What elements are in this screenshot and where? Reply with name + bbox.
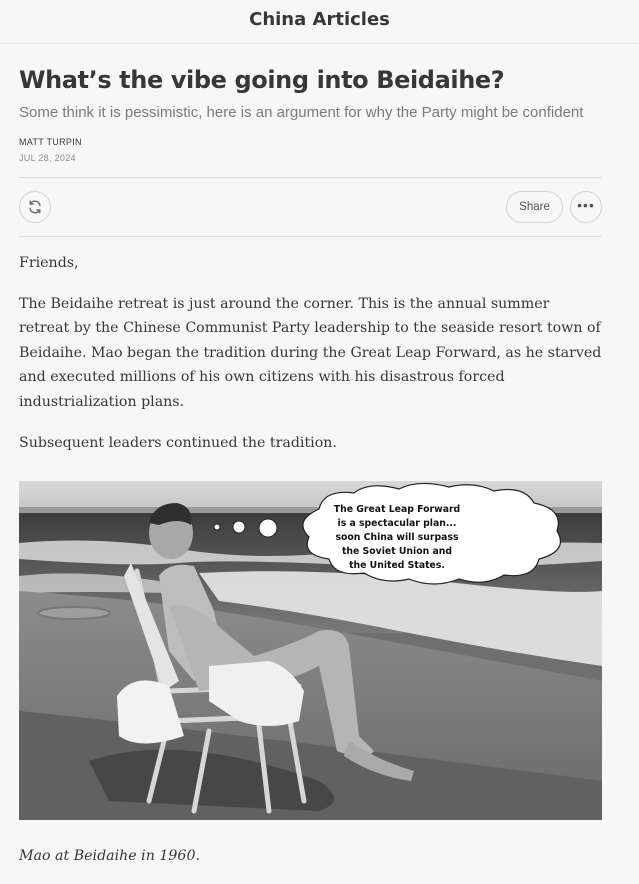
restack-button[interactable] [19, 191, 51, 223]
post-date: JUL 28, 2024 [19, 153, 76, 163]
more-options-button[interactable] [570, 191, 602, 223]
paragraph: Subsequent leaders continued the tradition. [19, 434, 337, 451]
image-caption: Mao at Beidaihe in 1960. [19, 848, 200, 864]
greeting: Friends, [19, 255, 79, 271]
divider [19, 236, 602, 237]
publication-title[interactable]: China Articles [249, 9, 390, 30]
thought-bubble-text: The Great Leap Forward is a spectacular plan... soon China will surpass the Soviet Union and the United States. [333, 504, 461, 571]
paragraph: The Beidaihe retreat is just around the corner. This is the annual summer retreat by the Chinese Communist Party leadership to the seaside resort town of Beidaihe. Mao began the tradition during the Great Leap Forward, as he starved and executed millions of his own citizens with his disastrous forced industrialization plans. [19, 295, 602, 410]
more-icon: ••• [577, 197, 595, 213]
top-bar [0, 0, 639, 44]
beach-photo [19, 481, 602, 820]
post-title: What’s the vibe going into Beidaihe? [19, 66, 505, 94]
share-button[interactable]: Share [506, 191, 563, 223]
post-actions [19, 178, 602, 236]
author-name[interactable]: MATT TURPIN [19, 137, 82, 147]
article [19, 44, 602, 864]
post-subtitle: Some think it is pessimistic, here is an argument for why the Party might be confident [19, 104, 584, 121]
restack-icon [27, 199, 43, 215]
article-image[interactable] [19, 481, 602, 820]
